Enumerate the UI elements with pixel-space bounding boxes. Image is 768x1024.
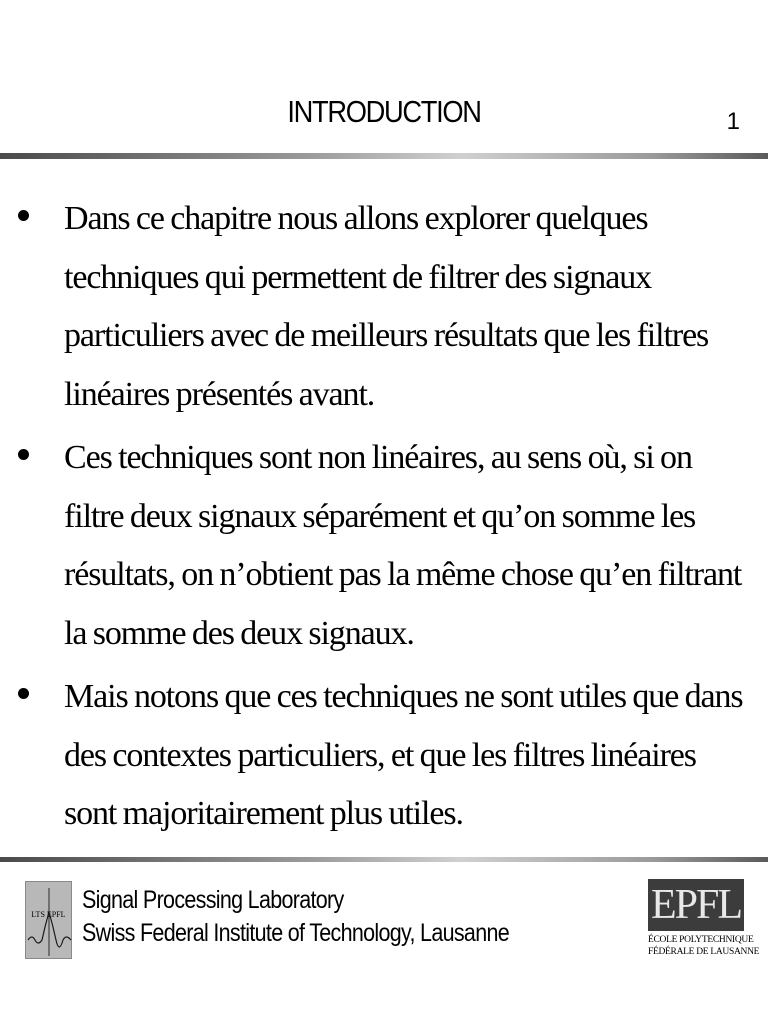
epfl-logo-line1: ÉCOLE POLYTECHNIQUE [648, 935, 754, 945]
bullet-item [0, 190, 768, 424]
bullet-text: Dans ce chapitre nous allons explorer quelques techniques qui permettent de filtrer des signaux particuliers avec de meilleurs résultats que les filtres linéaires présentés avant. [64, 200, 709, 413]
slide-title: INTRODUCTION [287, 94, 481, 129]
epfl-logo-mark [648, 879, 744, 931]
waveform-icon [26, 882, 73, 960]
bullet-icon [18, 210, 29, 221]
epfl-logo-mark-text: EPFL [650, 882, 742, 928]
lab-name: Signal Processing Laboratory [82, 886, 344, 914]
bullet-icon [18, 449, 29, 460]
epfl-logo-line2: FÉDÉRALE DE LAUSANNE [648, 947, 760, 957]
bullet-item [0, 668, 768, 844]
lts-logo [25, 881, 72, 959]
footer-affiliation [82, 884, 509, 950]
header-divider [0, 153, 768, 159]
bullet-item [0, 429, 768, 663]
page-number: 1 [726, 108, 740, 135]
lts-logo-text: LTS EPFL [31, 910, 66, 919]
bullet-list [0, 190, 768, 849]
institute-name: Swiss Federal Institute of Technology, Lausanne [82, 919, 510, 947]
epfl-logo [648, 879, 760, 961]
bullet-text: Mais notons que ces techniques ne sont utiles que dans des contextes particuliers, et que les filtres linéaires sont majoritairement plus utiles. [64, 678, 743, 832]
bullet-icon [18, 688, 29, 699]
epfl-logo-caption [648, 934, 760, 958]
footer-divider [0, 857, 768, 862]
bullet-text: Ces techniques sont non linéaires, au sens où, si on filtre deux signaux séparément et qu’on somme les résultats, on n’obtient pas la même chose qu’en filtrant la somme des deux signaux. [64, 439, 742, 652]
